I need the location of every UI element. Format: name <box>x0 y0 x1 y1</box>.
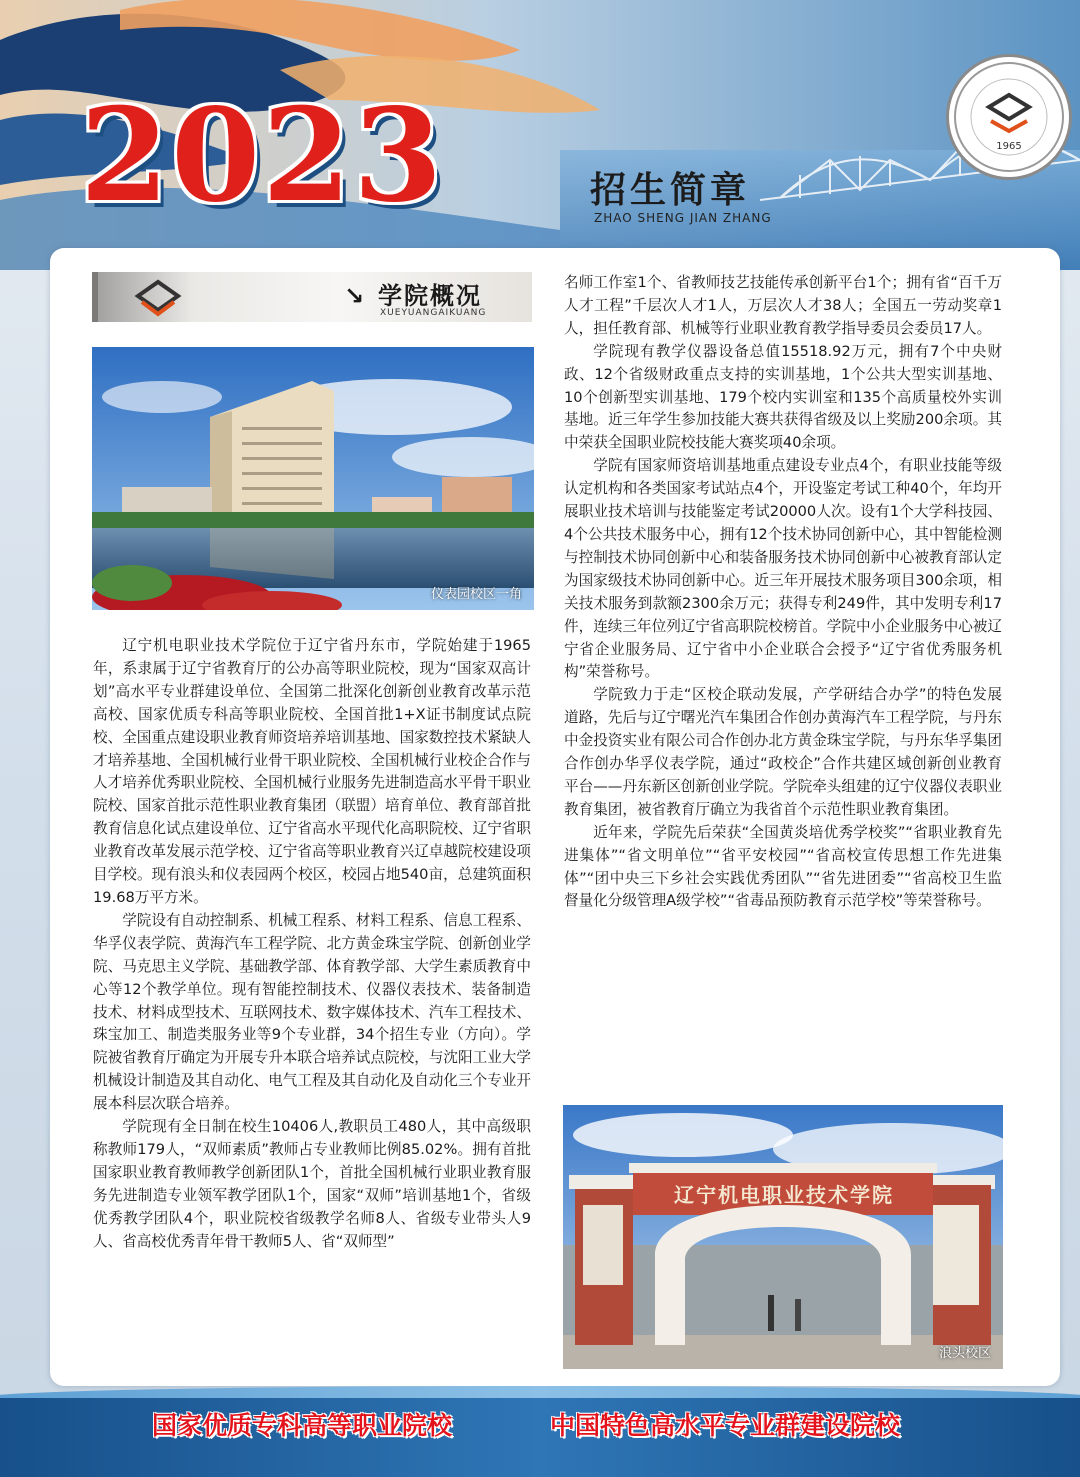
paragraph: 学院设有自动控制系、机械工程系、材料工程系、信息工程系、华孚仪表学院、黄海汽车工程学院、北方黄金珠宝学院、创新创业学院、马克思主义学院、基础教学部、体育教学部、大学生素质教育中心等12个教学单位。现有智能控制技术、仪器仪表技术、装备制造技术、材料成型技术、互联网技术、数字媒体技术、汽车工程技术、珠宝加工、制造类服务业等9个专业群，34个招生专业（方向）。学院被省教育厅确定为开展专升本联合培养试点院校，与沈阳工业大学机械设计制造及其自动化、电气工程及其自动化及自动化三个专业开展本科层次联合培养。 <box>93 911 531 1113</box>
gate-sign: 辽宁机电职业技术学院 <box>674 1183 894 1207</box>
seal-year: 1965 <box>996 141 1022 152</box>
paragraph: 近年来，学院先后荣获“全国黄炎培优秀学校奖”“省职业教育先进集体”“省文明单位”“省平安校园”“省高校宣传思想工作先进集体”“团中央三下乡社会实践优秀团队”“省先进团委”“省高校卫生监督量化分级管理A级学校”“省毒品预防教育示范学校”等荣誉称号。 <box>564 823 1002 910</box>
right-text-column <box>564 272 1002 913</box>
paragraph: 学院现有教学仪器设备总值15518.92万元，拥有7个中央财政、12个省级财政重点支持的实训基地，1个公共大型实训基地、10个创新型实训基地、179个校内实训室和135个高质量校外实训基地。近三年学生参加技能大赛共获得省级及以上奖励200余项。其中荣获全国职业院校技能大赛奖项40余项。 <box>564 342 1002 452</box>
paragraph: 学院有国家师资培训基地重点建设专业点4个，有职业技能等级认定机构和各类国家考试站点4个，开设鉴定考试工种40个，年均开展职业技术培训与技能鉴定考试20000人次。设有1个大学科技园、4个公共技术服务中心，拥有12个技术协同创新中心，其中智能检测与控制技术协同创新中心和装备服务技术协同创新中心被教育部认定为国家级技术协同创新中心。近三年开展技术服务项目300余项，相关技术服务到款额2300余万元；获得专利249件，其中发明专利17件，连续三年位列辽宁省高职院校榜首。学院中小企业服务中心被辽宁省企业服务局、辽宁省中小企业联合会授予“辽宁省优秀服务机构”荣誉称号。 <box>564 457 1002 681</box>
section-subtitle: XUEYUANGAIKUANG <box>380 308 487 318</box>
section-header <box>92 272 532 322</box>
gate-photo <box>563 1105 1003 1369</box>
gate-photo-illustration <box>563 1105 1003 1369</box>
gate-photo-caption: 浪头校区 <box>938 1346 991 1361</box>
seal-emblem-icon <box>949 57 1069 177</box>
paragraph: 名师工作室1个、省教师技艺技能传承创新平台1个；拥有省“百千万人才工程”千层次人才1人，万层次人才38人；全国五一劳动奖章1人，担任教育部、机械等行业职业教育教学指导委员会委员17人。 <box>564 274 1002 337</box>
arrow-down-right-icon: ↘ <box>344 282 365 310</box>
section-title: 学院概况 <box>378 282 482 310</box>
college-seal-logo <box>946 54 1072 180</box>
paragraph: 学院致力于走“区校企联动发展，产学研结合办学”的特色发展道路，先后与辽宁曙光汽车集团合作创办黄海汽车工程学院，与丹东中金投资实业有限公司合作创办北方黄金珠宝学院，与丹东华孚集团合作创办华孚仪表学院，通过“政校企”合作共建区域创新创业教育平台——丹东新区创新创业学院。学院牵头组建的辽宁仪器仪表职业教育集团，被省教育厅确立为我省首个示范性职业教育集团。 <box>564 686 1002 818</box>
brochure-subtitle: ZHAO SHENG JIAN ZHANG <box>594 211 772 225</box>
campus-photo-caption: 仪表园校区一角 <box>430 587 522 602</box>
footer-slogan-left: 国家优质专科高等职业院校 <box>152 1411 453 1440</box>
brochure-title: 招生简章 <box>590 170 751 211</box>
paragraph: 辽宁机电职业技术学院位于辽宁省丹东市，学院始建于1965年，系隶属于辽宁省教育厅的公办高等职业院校，现为“国家双高计划”高水平专业群建设单位、全国第二批深化创新创业教育改革示范高校、国家优质专科高等职业院校、全国首批1+X证书制度试点院校、全国重点建设职业教育师资培养培训基地、国家数控技术紧缺人才培养基地、全国机械行业骨干职业院校、全国机械行业校企合作与人才培养优秀职业院校、全国机械行业服务先进制造高水平骨干职业院校、国家首批示范性职业教育集团（联盟）培育单位、教育部首批教育信息化试点建设单位、辽宁省高水平现代化高职院校、辽宁省职业教育改革发展示范学校、辽宁省高等职业教育兴辽卓越院校建设项目学校。现有浪头和仪表园两个校区，校园占地540亩，总建筑面积19.68万平方米。 <box>93 637 531 906</box>
college-logo-icon <box>128 274 188 320</box>
year-title: 2023 <box>80 81 445 231</box>
campus-photo <box>92 347 534 610</box>
campus-photo-illustration <box>92 347 534 610</box>
left-text-column <box>93 635 531 1253</box>
footer-slogan-right: 中国特色高水平专业群建设院校 <box>550 1411 901 1440</box>
paragraph: 学院现有全日制在校生10406人,教职员工480人，其中高级职称教师179人，“双师素质”教师占专业教师比例85.02%。拥有首批国家职业教育教师教学创新团队1个，首批全国机械行业职业教育服务先进制造专业领军教学团队1个，国家“双师”培训基地1个，省级优秀教学团队4个，职业院校省级教学名师8人、省级专业带头人9人、省高校优秀青年骨干教师5人、省“双师型” <box>93 1118 531 1250</box>
